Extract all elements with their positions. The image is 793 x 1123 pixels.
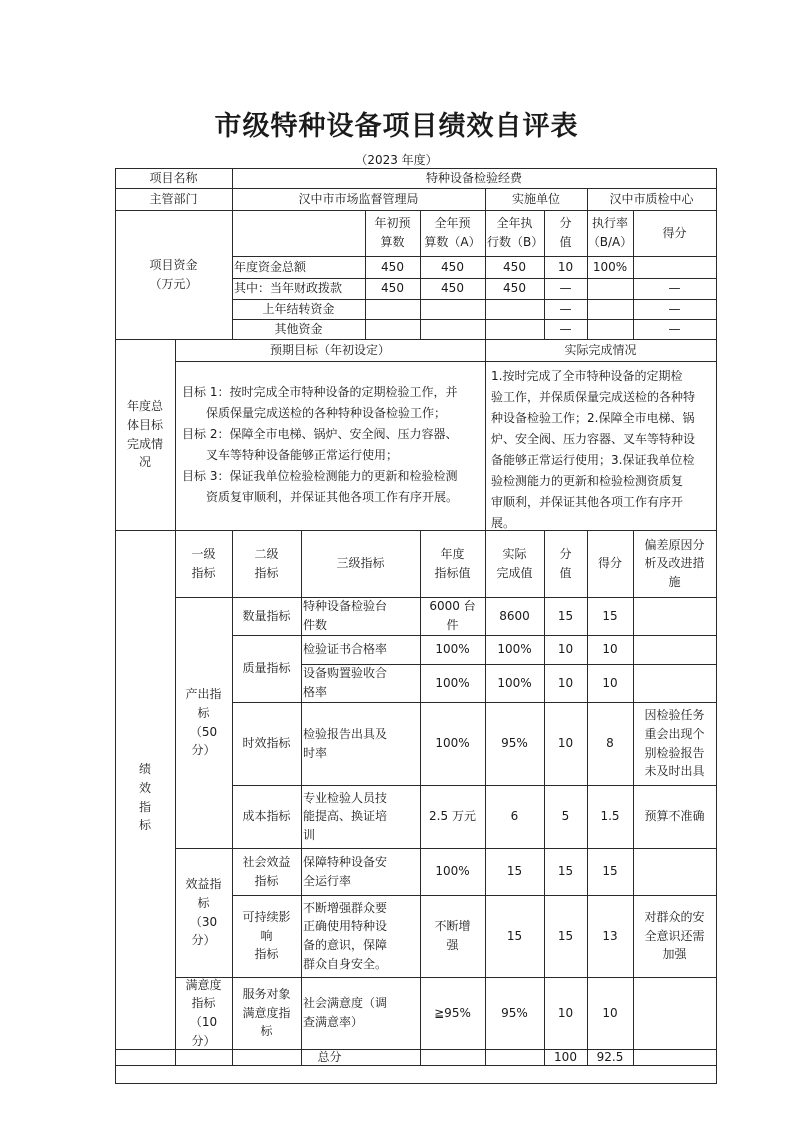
- grid-line-h: [115, 1065, 717, 1066]
- dept-label: 主管部门: [149, 191, 198, 206]
- funds-value: —: [668, 321, 681, 336]
- level2-indicator: 质量指标: [242, 661, 291, 676]
- indicator-weight: 10: [557, 675, 574, 690]
- indicator-score: 10: [602, 675, 618, 690]
- performance-header: 实际 完成值: [496, 546, 533, 580]
- funds-value: [587, 299, 633, 319]
- expected-goals-line: 保质保量完成送检的各种特种设备检验工作；: [206, 406, 447, 420]
- total-weight: 100: [554, 1049, 577, 1064]
- indicator-reason: [633, 664, 716, 702]
- indicator-score: 8: [606, 736, 614, 751]
- indicator-weight: 10: [557, 642, 574, 657]
- indicator-target: 100%: [435, 736, 470, 751]
- indicator-actual: 100%: [497, 675, 532, 690]
- funds-value: 10: [557, 259, 574, 274]
- indicator-indicator: 社会满意度（调 查满意率）: [303, 996, 388, 1029]
- grid-line-v: [175, 339, 176, 531]
- indicator-actual: 15: [506, 864, 523, 879]
- indicator-reason: 预算不准确: [644, 809, 705, 824]
- funds-header: 分 值: [559, 216, 572, 249]
- performance-header: 偏差原因分 析及改进措 施: [644, 537, 705, 589]
- actual-goals-line: 审顺利，并保证其他各项工作有序开: [491, 495, 684, 509]
- total-label: 总分: [317, 1049, 342, 1064]
- indicator-weight: 15: [557, 608, 574, 623]
- indicator-indicator: 专业检验人员技 能提高、换证培 训: [303, 790, 388, 842]
- funds-value: [420, 319, 485, 339]
- grid-line-h: [115, 1083, 717, 1084]
- indicator-score: 10: [602, 642, 618, 657]
- funds-value: [587, 278, 633, 299]
- funds-value: —: [559, 301, 572, 316]
- level2-indicator: 社会效益 指标: [242, 854, 291, 888]
- funds-value: 450: [441, 259, 464, 274]
- funds-value: [485, 299, 544, 319]
- level2-indicator: 可持续影 响 指标: [242, 910, 291, 962]
- level1-satisfaction: 满意度 指标 （10 分）: [185, 977, 222, 1048]
- indicator-target: 100%: [435, 675, 470, 690]
- funds-header: 全年预 算数（A）: [424, 216, 481, 249]
- actual-goals-line: 验工作，并保质保量完成送检的各种特: [491, 390, 696, 404]
- indicator-weight: 10: [557, 1005, 574, 1020]
- page-title: 市级特种设备项目绩效自评表: [214, 111, 579, 142]
- indicator-reason: [633, 848, 716, 895]
- expected-goals: [182, 382, 483, 508]
- funds-header: 年初预 算数: [374, 216, 411, 249]
- funds-value: —: [559, 321, 572, 336]
- funds-value: —: [559, 281, 572, 296]
- indicator-reason: [633, 977, 716, 1049]
- indicator-target: ≧95%: [434, 1005, 471, 1020]
- performance-header: 一级 指标: [191, 546, 216, 580]
- funds-value: 450: [441, 281, 464, 296]
- funds-row-label: 其中：当年财政拨款: [234, 281, 343, 296]
- expected-goals-line: 资质复审顺利，并保证其他各项工作有序开展。: [206, 490, 459, 504]
- indicator-indicator: 设备购置验收合 格率: [303, 666, 388, 699]
- indicator-target: 100%: [435, 642, 470, 657]
- indicator-score: 10: [602, 1005, 618, 1020]
- performance-header: 得分: [597, 556, 622, 571]
- level2-indicator: 数量指标: [242, 608, 291, 623]
- funds-value: [633, 256, 716, 278]
- grid-line-h: [175, 361, 717, 362]
- level1-output: 产出指 标 （50 分）: [185, 687, 222, 758]
- funds-value: —: [668, 281, 681, 296]
- level2-indicator: 成本指标: [242, 809, 291, 824]
- impl-label: 实施单位: [511, 191, 560, 206]
- funds-label: 项目资金 （万元）: [149, 257, 198, 291]
- indicator-weight: 10: [557, 736, 574, 751]
- performance-label: 绩 效 指 标: [138, 762, 151, 833]
- level2-indicator: 服务对象 满意度指 标: [242, 987, 291, 1039]
- indicator-reason: 因检验任务 重会出现个 别检验报告 未及时出具: [644, 708, 705, 779]
- indicator-actual: 6: [510, 809, 519, 824]
- funds-value: [420, 299, 485, 319]
- total-score: 92.5: [596, 1049, 624, 1064]
- funds-value: 450: [381, 259, 404, 274]
- grid-line-v: [485, 339, 486, 531]
- funds-value: [365, 319, 420, 339]
- funds-row-label: 年度资金总额: [234, 259, 307, 274]
- funds-row-label: 其他资金: [274, 321, 323, 336]
- self-evaluation-table: [115, 168, 716, 1083]
- project-name-label: 项目名称: [149, 170, 198, 185]
- indicator-reason: 对群众的安 全意识还需 加强: [644, 910, 705, 962]
- indicator-actual: 95%: [501, 736, 528, 751]
- impl-value: 汉中市质检中心: [609, 191, 694, 206]
- funds-value: 450: [381, 281, 404, 296]
- indicator-reason: [633, 597, 716, 635]
- indicator-target: 6000 台 件: [429, 599, 476, 632]
- actual-header: 实际完成情况: [564, 342, 637, 357]
- indicator-score: 15: [602, 608, 618, 623]
- expected-goals-line: 叉车等特种设备能够正常运行使用；: [206, 448, 399, 462]
- performance-header: 二级 指标: [254, 546, 279, 580]
- indicator-weight: 5: [561, 809, 570, 824]
- indicator-score: 1.5: [600, 809, 620, 824]
- funds-value: 450: [503, 281, 526, 296]
- indicator-indicator: 检验报告出具及 时率: [303, 726, 388, 760]
- indicator-actual: 100%: [497, 642, 532, 657]
- indicator-actual: 8600: [499, 608, 530, 623]
- performance-header: 年度 指标值: [434, 546, 471, 580]
- funds-header: 执行率 （B/A）: [587, 216, 633, 249]
- expected-goals-line: 目标 1：按时完成全市特种设备的定期检验工作，并: [182, 385, 458, 399]
- funds-value: [365, 299, 420, 319]
- grid-line-v: [716, 168, 717, 1084]
- funds-value: 450: [503, 259, 526, 274]
- indicator-indicator: 不断增强群众要 正确使用特种设 备的意识，保障 群众自身安全。: [303, 900, 388, 971]
- goals-label: 年度总 体目标 完成情 况: [126, 399, 163, 470]
- actual-goals: [491, 366, 713, 534]
- actual-goals-line: 炉、安全阀、压力容器、叉车等特种设: [491, 432, 696, 446]
- grid-line-v: [633, 1049, 634, 1066]
- funds-value: 100%: [592, 259, 628, 274]
- actual-goals-line: 1.按时完成了全市特种设备的定期检: [491, 369, 683, 383]
- expected-goals-line: 目标 2：保障全市电梯、锅炉、安全阀、压力容器、: [182, 427, 458, 441]
- actual-goals-line: 种设备检验工作；2.保障全市电梯、锅: [491, 411, 695, 425]
- indicator-target: 100%: [435, 864, 470, 879]
- indicator-score: 15: [602, 864, 618, 879]
- level1-benefit: 效益指 标 （30 分）: [185, 877, 222, 948]
- performance-header: 三级指标: [336, 556, 385, 571]
- funds-value: [485, 319, 544, 339]
- actual-goals-line: 验检测能力的更新和检验检测资质复: [491, 474, 684, 488]
- actual-goals-line: 备能够正常运行使用；3.保证我单位检: [491, 453, 695, 467]
- indicator-target: 不断增 强: [434, 919, 471, 952]
- funds-value: [587, 319, 633, 339]
- indicator-indicator: 特种设备检验台 件数: [303, 599, 388, 632]
- funds-header: 得分: [662, 225, 687, 240]
- indicator-actual: 95%: [501, 1005, 528, 1020]
- indicator-weight: 15: [557, 928, 574, 943]
- funds-value: —: [668, 301, 681, 316]
- funds-header: 全年执 行数（B）: [487, 216, 544, 249]
- indicator-actual: 15: [506, 928, 523, 943]
- dept-value: 汉中市市场监督管理局: [298, 191, 419, 206]
- actual-goals-line: 展。: [491, 516, 516, 530]
- expected-header: 预期目标（年初设定）: [269, 342, 390, 357]
- indicator-weight: 15: [557, 864, 574, 879]
- expected-goals-line: 目标 3：保证我单位检验检测能力的更新和检验检测: [182, 469, 458, 483]
- level2-indicator: 时效指标: [242, 736, 291, 751]
- year-subtitle: （2023 年度）: [355, 153, 438, 167]
- performance-header: 分 值: [559, 546, 572, 580]
- indicator-target: 2.5 万元: [429, 809, 476, 824]
- indicator-score: 13: [602, 928, 618, 943]
- indicator-indicator: 检验证书合格率: [303, 642, 388, 657]
- funds-row-label: 上年结转资金: [262, 301, 335, 316]
- indicator-reason: [633, 635, 716, 664]
- project-name-value: 特种设备检验经费: [425, 170, 522, 185]
- indicator-indicator: 保障特种设备安 全运行率: [303, 854, 388, 888]
